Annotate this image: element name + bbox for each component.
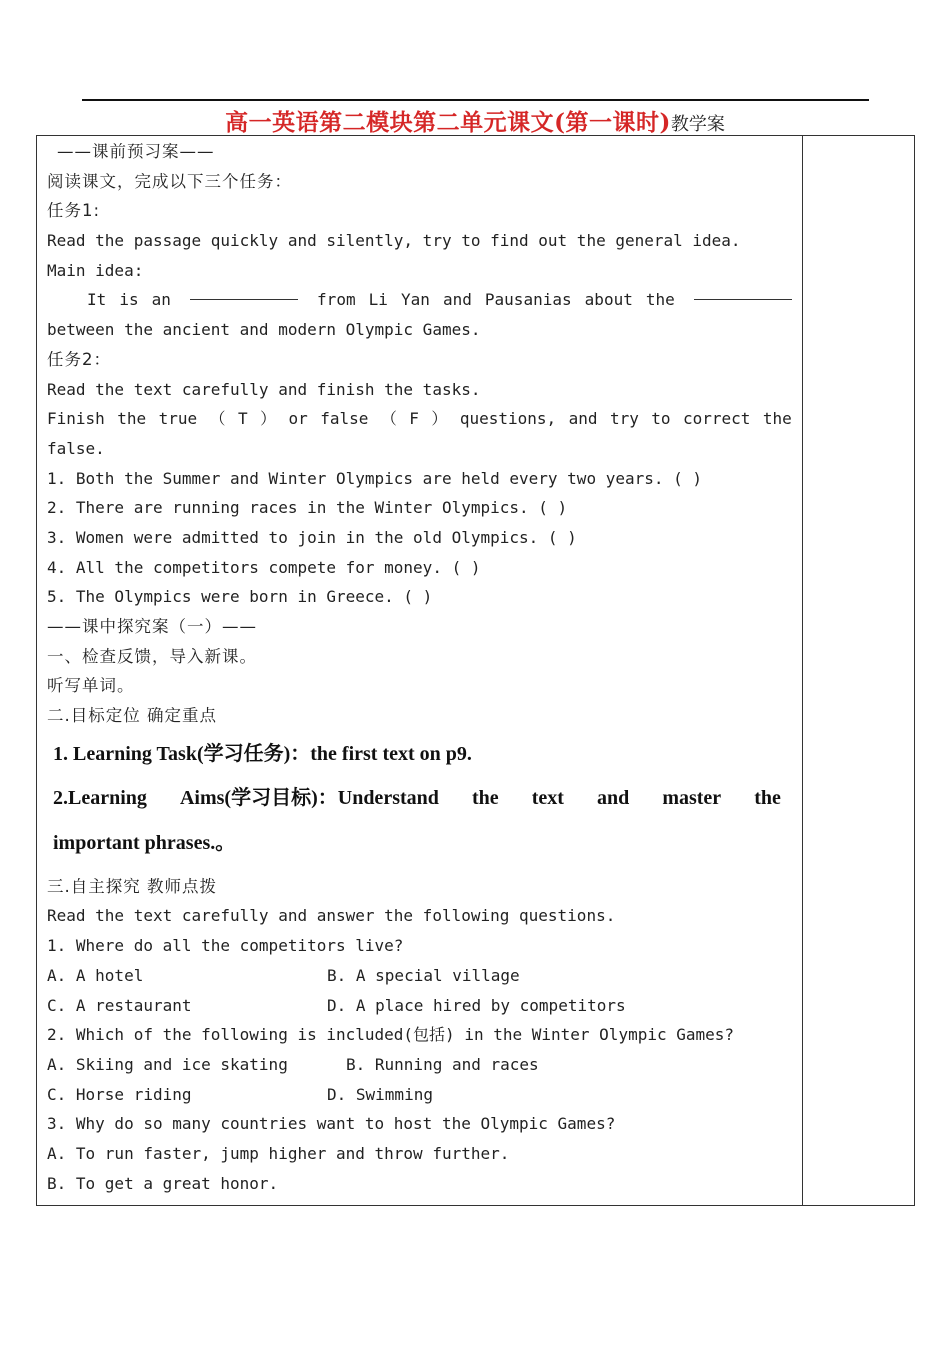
- task2-label: 任务2：: [47, 349, 111, 369]
- title-sub: 教学案: [670, 114, 725, 135]
- tf-word: and: [568, 409, 598, 429]
- tf-question: 4. All the competitors compete for money. ( ): [47, 557, 481, 577]
- option: B. A special village: [327, 965, 520, 985]
- main-idea-line2: between the ancient and modern Olympic Games.: [47, 320, 481, 340]
- learning-goals: [53, 731, 792, 866]
- main-idea-sentence: [47, 285, 792, 315]
- learning-task-cn: 学习任务: [203, 740, 284, 765]
- tf-word: to: [651, 409, 671, 429]
- aims-word: Aims(学习目标)：Understand: [179, 786, 439, 809]
- top-rule: [82, 99, 869, 101]
- learning-task-prefix: 1. Learning Task(: [53, 742, 204, 765]
- main-idea-word: Yan: [400, 290, 430, 310]
- learning-aims-line2: important phrases.。: [53, 831, 236, 854]
- tf-word: the: [117, 409, 147, 429]
- aims-word: and: [597, 786, 630, 809]
- aims-word: master: [662, 786, 722, 809]
- tf-question: 1. Both the Summer and Winter Olympics are held every two years. ( ): [47, 468, 703, 488]
- main-idea-word: It: [87, 290, 107, 310]
- aims-word: the: [754, 786, 781, 809]
- option: D. Swimming: [327, 1084, 433, 1104]
- question: 2. Which of the following is included(包括) in the Winter Olympic Games?: [47, 1025, 735, 1045]
- tf-word: ）: [431, 409, 448, 429]
- tf-word: the: [762, 409, 792, 429]
- learning-task-suffix: )：the first text on p9.: [283, 742, 472, 765]
- main-idea-word: and: [442, 290, 472, 310]
- option: A. Skiing and ice skating: [47, 1054, 288, 1074]
- tf-word: F: [409, 409, 419, 429]
- tf-word: ）: [260, 409, 277, 429]
- title-main: 高一英语第二模块第二单元课文(第一课时): [225, 109, 671, 136]
- step1-heading: 一、检查反馈，导入新课。: [47, 646, 257, 666]
- page-title: [0, 104, 950, 137]
- aims-word: text: [531, 786, 564, 809]
- tf-instruction-line2: false.: [47, 438, 105, 458]
- pre-class-heading: ——课前预习案——: [57, 142, 215, 161]
- option: A. A hotel: [47, 965, 144, 985]
- option: B. Running and races: [346, 1054, 539, 1074]
- option-row: [47, 1050, 792, 1080]
- tf-word: （: [209, 409, 226, 429]
- tf-word: T: [238, 409, 248, 429]
- step1-sub: 听写单词。: [47, 676, 135, 696]
- option-row: [47, 991, 792, 1021]
- notes-column-divider: [802, 135, 803, 1206]
- main-idea-word: Pausanias: [484, 290, 572, 310]
- fill-blank[interactable]: [694, 285, 792, 300]
- option: A. To run faster, jump higher and throw further.: [47, 1143, 510, 1163]
- main-idea-word: Li: [368, 290, 388, 310]
- tf-word: questions,: [459, 409, 557, 429]
- main-idea-label: Main idea:: [47, 260, 144, 280]
- question: 1. Where do all the competitors live?: [47, 936, 404, 956]
- main-idea-word: about: [584, 290, 633, 310]
- task1-label: 任务1:: [47, 201, 101, 221]
- option: C. A restaurant: [47, 995, 192, 1015]
- main-idea-word: is: [119, 290, 139, 310]
- aims-word: 2.Learning: [53, 786, 147, 809]
- tf-word: Finish: [47, 409, 105, 429]
- lesson-content: [47, 137, 792, 1198]
- tf-word: try: [609, 409, 639, 429]
- aims-word: the: [471, 786, 499, 809]
- option: D. A place hired by competitors: [327, 995, 626, 1015]
- task1-instruction: Read the passage quickly and silently, try to find out the general idea.: [47, 231, 741, 251]
- learning-task: [53, 731, 792, 776]
- option: C. Horse riding: [47, 1084, 192, 1104]
- tf-question: 5. The Olympics were born in Greece. ( ): [47, 587, 433, 607]
- tf-instruction: [47, 404, 792, 434]
- tf-word: （: [380, 409, 397, 429]
- questions-instruction: Read the text carefully and answer the following questions.: [47, 906, 616, 926]
- main-idea-word: the: [645, 290, 675, 310]
- learning-aims: [53, 776, 781, 821]
- tf-word: false: [320, 409, 369, 429]
- question: 3. Why do so many countries want to host the Olympic Games?: [47, 1114, 616, 1134]
- option-row: [47, 1139, 792, 1169]
- main-idea-word: an: [151, 290, 171, 310]
- in-class-heading: ——课中探究案（一）——: [47, 617, 257, 636]
- task2-instruction: Read the text carefully and finish the tasks.: [47, 379, 481, 399]
- pre-class-intro: 阅读课文，完成以下三个任务：: [47, 171, 292, 191]
- option-row: [47, 1169, 792, 1199]
- tf-word: or: [288, 409, 308, 429]
- option-row: [47, 1080, 792, 1110]
- option: B. To get a great honor.: [47, 1173, 279, 1193]
- tf-word: correct: [682, 409, 751, 429]
- option-row: [47, 961, 792, 991]
- step2-heading: 二.目标定位 确定重点: [47, 706, 217, 726]
- fill-blank[interactable]: [190, 285, 298, 300]
- tf-question: 2. There are running races in the Winter Olympics. ( ): [47, 498, 568, 518]
- step3-heading: 三.自主探究 教师点拨: [47, 876, 217, 896]
- main-idea-word: from: [317, 290, 356, 310]
- tf-question: 3. Women were admitted to join in the old Olympics. ( ): [47, 527, 577, 547]
- tf-word: true: [158, 409, 198, 429]
